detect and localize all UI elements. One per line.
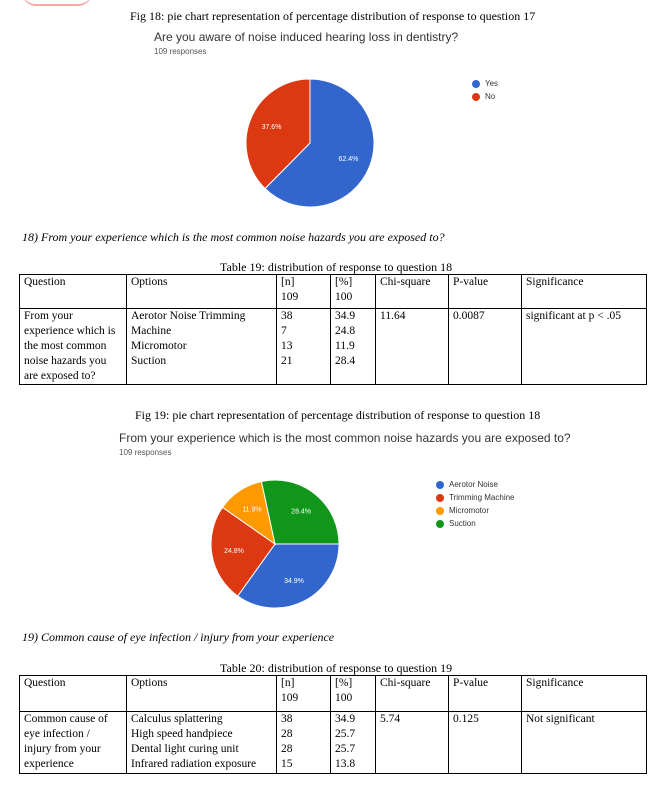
header-pct bbox=[331, 676, 376, 712]
legend-label-suction: Suction bbox=[449, 519, 476, 528]
legend-label-trimming: Trimming Machine bbox=[449, 493, 515, 502]
legend-swatch-suction bbox=[436, 520, 444, 528]
legend-swatch-no bbox=[472, 93, 480, 101]
p-cell: 0.0087 bbox=[449, 309, 522, 385]
question-line: Common cause of bbox=[24, 713, 108, 725]
n-value: 13 bbox=[281, 340, 293, 352]
header-n bbox=[277, 676, 331, 712]
pct-value: 34.9 bbox=[335, 310, 356, 322]
header-pct-label: [%] bbox=[335, 276, 353, 288]
header-n-total: 109 bbox=[281, 692, 299, 704]
legend-item-yes bbox=[472, 77, 498, 90]
question-line: experience bbox=[24, 758, 74, 770]
fig18-data-label: 62.4% bbox=[338, 155, 359, 163]
legend-item-micromotor bbox=[436, 504, 515, 517]
sig-cell: Not significant bbox=[522, 712, 647, 774]
p-cell: 0.125 bbox=[449, 712, 522, 774]
pct-value: 13.8 bbox=[335, 758, 356, 770]
fig18-legend bbox=[472, 77, 498, 103]
option-item: Aerotor Noise Trimming bbox=[131, 310, 246, 322]
header-pct-label: [%] bbox=[335, 677, 353, 689]
pct-value: 34.9 bbox=[335, 713, 356, 725]
n-value: 21 bbox=[281, 355, 293, 367]
header-pct-total: 100 bbox=[335, 692, 353, 704]
legend-item-suction bbox=[436, 517, 515, 530]
question-line: eye infection / bbox=[24, 728, 90, 740]
header-n-label: [n] bbox=[281, 276, 295, 288]
table-row bbox=[20, 676, 647, 712]
fig19-data-label: 28.4% bbox=[291, 508, 312, 516]
table-row bbox=[20, 309, 647, 385]
header-chi: Chi-square bbox=[376, 676, 449, 712]
header-p: P-value bbox=[449, 676, 522, 712]
table20 bbox=[19, 675, 647, 774]
fig18-data-label: 37.6% bbox=[261, 124, 282, 132]
option-item: Dental light curing unit bbox=[131, 743, 239, 755]
q19-heading: 19) Common cause of eye infection / injury from your experience bbox=[22, 630, 335, 644]
option-item: Infrared radiation exposure bbox=[131, 758, 257, 770]
options-cell bbox=[127, 309, 277, 385]
legend-item-no bbox=[472, 90, 498, 103]
option-item: High speed handpiece bbox=[131, 728, 233, 740]
fig19-response-count: 109 responses bbox=[119, 448, 172, 457]
header-p: P-value bbox=[449, 275, 522, 309]
n-cell bbox=[277, 712, 331, 774]
legend-swatch-trimming bbox=[436, 494, 444, 502]
question-line: noise hazards you bbox=[24, 355, 107, 367]
fig18-pie-chart bbox=[230, 70, 390, 220]
logo-fragment bbox=[22, 0, 92, 6]
header-pct-total: 100 bbox=[335, 291, 353, 303]
legend-item-aerotor bbox=[436, 478, 515, 491]
n-value: 7 bbox=[281, 325, 287, 337]
legend-label-micromotor: Micromotor bbox=[449, 506, 490, 515]
table19 bbox=[19, 274, 647, 385]
header-n-label: [n] bbox=[281, 677, 295, 689]
pct-value: 28.4 bbox=[335, 355, 356, 367]
fig19-pie-chart bbox=[200, 472, 350, 617]
header-sig: Significance bbox=[522, 676, 647, 712]
option-item: Micromotor bbox=[131, 340, 187, 352]
n-value: 38 bbox=[281, 713, 293, 725]
n-value: 38 bbox=[281, 310, 293, 322]
option-item: Suction bbox=[131, 355, 167, 367]
fig19-data-label: 24.8% bbox=[224, 548, 244, 556]
question-line: From your bbox=[24, 310, 73, 322]
fig19-legend bbox=[436, 478, 515, 530]
question-cell bbox=[20, 309, 127, 385]
legend-label-no: No bbox=[485, 92, 496, 101]
sig-cell: significant at p < .05 bbox=[522, 309, 647, 385]
question-line: injury from your bbox=[24, 743, 101, 755]
header-sig: Significance bbox=[522, 275, 647, 309]
header-question: Question bbox=[20, 275, 127, 309]
fig18-question-title: Are you aware of noise induced hearing loss in dentistry? bbox=[154, 30, 459, 44]
pct-cell bbox=[331, 712, 376, 774]
pct-value: 25.7 bbox=[335, 743, 356, 755]
legend-label-yes: Yes bbox=[485, 79, 499, 88]
legend-label-aerotor: Aerotor Noise bbox=[449, 480, 498, 489]
pct-value: 25.7 bbox=[335, 728, 356, 740]
q18-heading: 18) From your experience which is the most common noise hazards you are exposed to? bbox=[22, 230, 445, 244]
fig19-data-label: 34.9% bbox=[284, 578, 304, 586]
chi-cell: 5.74 bbox=[376, 712, 449, 774]
n-value: 15 bbox=[281, 758, 293, 770]
header-options: Options bbox=[127, 275, 277, 309]
fig18-response-count: 109 responses bbox=[154, 47, 207, 56]
table20-caption: Table 20: distribution of response to question 19 bbox=[220, 661, 453, 675]
legend-swatch-yes bbox=[472, 80, 480, 88]
n-value: 28 bbox=[281, 743, 293, 755]
chi-cell: 11.64 bbox=[376, 309, 449, 385]
table-row bbox=[20, 712, 647, 774]
pct-value: 24.8 bbox=[335, 325, 356, 337]
option-item: Calculus splattering bbox=[131, 713, 223, 725]
options-cell bbox=[127, 712, 277, 774]
legend-swatch-aerotor bbox=[436, 481, 444, 489]
header-n-total: 109 bbox=[281, 291, 299, 303]
option-item: Machine bbox=[131, 325, 172, 337]
fig19-question-title: From your experience which is the most common noise hazards you are exposed to? bbox=[119, 431, 571, 445]
table19-caption: Table 19: distribution of response to question 18 bbox=[220, 260, 453, 274]
fig19-data-label: 11.9% bbox=[242, 506, 262, 514]
question-line: the most common bbox=[24, 340, 107, 352]
header-options: Options bbox=[127, 676, 277, 712]
header-n bbox=[277, 275, 331, 309]
table-row bbox=[20, 275, 647, 309]
question-cell bbox=[20, 712, 127, 774]
header-question: Question bbox=[20, 676, 127, 712]
pct-cell bbox=[331, 309, 376, 385]
header-pct bbox=[331, 275, 376, 309]
fig19-caption: Fig 19: pie chart representation of percentage distribution of response to question 18 bbox=[135, 408, 541, 422]
legend-swatch-micromotor bbox=[436, 507, 444, 515]
pct-value: 11.9 bbox=[335, 340, 355, 352]
header-chi: Chi-square bbox=[376, 275, 449, 309]
n-cell bbox=[277, 309, 331, 385]
n-value: 28 bbox=[281, 728, 293, 740]
fig18-caption: Fig 18: pie chart representation of percentage distribution of response to question 17 bbox=[130, 9, 536, 23]
question-line: are exposed to? bbox=[24, 370, 96, 382]
question-line: experience which is bbox=[24, 325, 116, 337]
legend-item-trimming bbox=[436, 491, 515, 504]
